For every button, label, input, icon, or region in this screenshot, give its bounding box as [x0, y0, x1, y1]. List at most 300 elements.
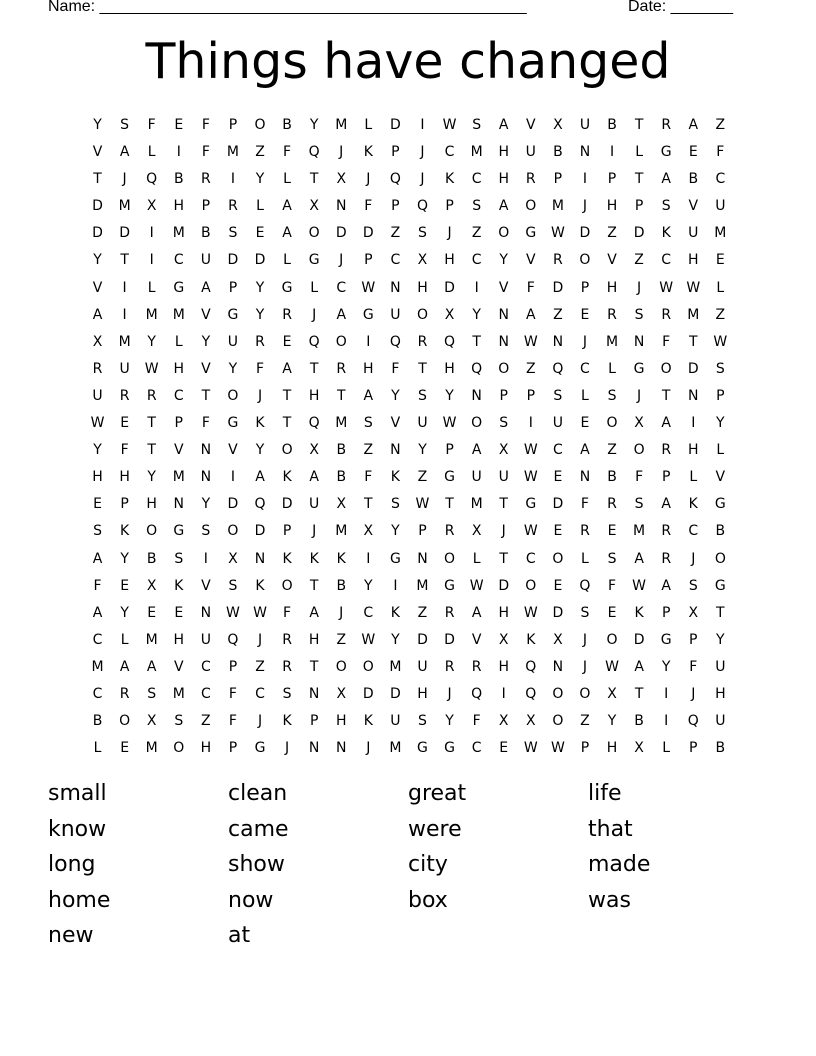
word-list-item: came	[228, 816, 289, 842]
grid-letter: C	[688, 523, 699, 540]
grid-letter: U	[417, 658, 428, 675]
word-list-item: home	[48, 887, 111, 913]
grid-letter: D	[552, 604, 564, 621]
grid-letter: C	[173, 252, 184, 269]
grid-letter: G	[281, 279, 293, 296]
grid-letter: U	[200, 631, 211, 648]
grid-row	[84, 708, 734, 735]
grid-letter: O	[308, 225, 320, 242]
grid-letter: Y	[147, 469, 156, 486]
grid-letter: L	[689, 469, 698, 486]
grid-letter: I	[528, 415, 533, 432]
grid-row	[84, 275, 734, 302]
grid-letter: O	[714, 550, 726, 567]
grid-letter: V	[228, 442, 238, 459]
grid-letter: C	[580, 360, 590, 377]
grid-letter: P	[445, 198, 454, 215]
grid-letter: L	[147, 279, 156, 296]
grid-letter: A	[498, 117, 509, 133]
grid-letter: L	[662, 740, 671, 757]
grid-letter: Y	[120, 604, 129, 621]
grid-letter: D	[552, 279, 564, 296]
word-list-item: was	[588, 887, 631, 913]
word-list-item: made	[588, 852, 651, 877]
word-list-item: now	[228, 887, 274, 913]
grid-letter: A	[309, 469, 319, 486]
grid-letter: N	[308, 740, 320, 757]
grid-letter: J	[366, 740, 371, 757]
grid-letter: Y	[418, 442, 427, 459]
grid-letter: Y	[445, 713, 454, 730]
grid-letter: N	[498, 333, 509, 350]
word-list	[48, 780, 768, 950]
grid-letter: Z	[715, 117, 726, 133]
grid-letter: K	[444, 171, 455, 188]
grid-letter: T	[634, 685, 644, 702]
grid-letter: N	[417, 550, 428, 567]
grid-letter: K	[363, 713, 373, 730]
grid-letter: Y	[147, 333, 156, 350]
grid-letter: K	[309, 550, 319, 567]
grid-letter: G	[714, 577, 726, 594]
grid-letter: H	[146, 496, 157, 513]
grid-letter: X	[336, 685, 347, 702]
grid-letter: P	[228, 658, 238, 675]
grid-letter: W	[90, 415, 105, 432]
grid-letter: L	[608, 360, 616, 377]
grid-letter: S	[418, 225, 427, 242]
grid-letter: J	[582, 198, 588, 215]
word-list-item: city	[408, 852, 448, 877]
grid-letter: A	[255, 469, 265, 486]
grid-letter: W	[442, 117, 457, 133]
grid-letter: T	[309, 171, 319, 188]
grid-letter: M	[91, 658, 104, 675]
grid-letter: W	[469, 577, 484, 594]
grid-letter: L	[283, 171, 291, 188]
grid-letter: J	[582, 658, 588, 675]
grid-letter: Y	[309, 117, 319, 133]
grid-letter: G	[444, 740, 455, 757]
grid-letter: U	[715, 658, 726, 675]
grid-letter: J	[447, 225, 452, 242]
grid-letter: T	[120, 252, 129, 269]
grid-letter: A	[634, 658, 644, 675]
grid-letter: O	[471, 415, 483, 432]
grid-letter: N	[200, 469, 212, 486]
grid-letter: X	[471, 523, 482, 540]
grid-letter: Q	[227, 631, 239, 648]
grid-letter: E	[174, 117, 184, 133]
grid-letter: O	[606, 631, 618, 648]
grid-letter: Y	[607, 713, 617, 730]
grid-letter: P	[120, 496, 129, 513]
grid-letter: C	[390, 252, 401, 269]
grid-letter: F	[93, 577, 102, 594]
grid-letter: H	[498, 604, 509, 621]
grid-letter: H	[173, 631, 185, 648]
grid-letter: K	[255, 415, 265, 432]
grid-letter: P	[174, 415, 183, 432]
grid-letter: L	[256, 198, 264, 215]
grid-row	[84, 681, 734, 708]
grid-letter: Y	[716, 631, 725, 648]
grid-letter: O	[552, 685, 564, 702]
grid-letter: U	[390, 713, 401, 730]
grid-letter: W	[686, 279, 701, 296]
grid-letter: F	[228, 685, 237, 702]
grid-letter: O	[227, 523, 239, 540]
grid-letter: R	[661, 523, 672, 540]
grid-letter: D	[227, 496, 239, 513]
grid-letter: M	[416, 577, 429, 594]
grid-letter: D	[552, 496, 564, 513]
grid-letter: Z	[336, 631, 347, 648]
grid-letter: F	[283, 144, 292, 161]
grid-letter: J	[257, 713, 263, 730]
grid-letter: N	[633, 333, 645, 350]
grid-letter: S	[120, 117, 130, 133]
grid-row	[84, 410, 734, 437]
grid-letter: M	[633, 523, 646, 540]
grid-letter: V	[201, 360, 211, 377]
grid-letter: E	[120, 577, 130, 594]
grid-letter: C	[255, 685, 265, 702]
grid-letter: F	[364, 469, 373, 486]
grid-letter: P	[445, 442, 454, 459]
grid-row	[84, 193, 734, 220]
grid-letter: C	[525, 550, 536, 567]
grid-letter: X	[309, 442, 319, 459]
grid-letter: V	[390, 415, 401, 432]
grid-letter: K	[255, 577, 265, 594]
grid-letter: O	[498, 225, 510, 242]
grid-letter: T	[445, 496, 454, 513]
grid-letter: G	[444, 577, 455, 594]
grid-row	[84, 600, 734, 627]
grid-letter: P	[607, 171, 617, 188]
grid-letter: I	[582, 171, 588, 188]
grid-letter: P	[228, 117, 238, 133]
grid-letter: L	[93, 740, 102, 757]
grid-letter: Q	[416, 198, 428, 215]
grid-letter: M	[145, 740, 158, 757]
word-list-item: box	[408, 887, 448, 913]
grid-letter: P	[689, 631, 698, 648]
grid-letter: M	[226, 144, 239, 161]
grid-letter: U	[119, 360, 130, 377]
grid-letter: Z	[553, 306, 563, 323]
grid-letter: U	[200, 252, 211, 269]
grid-letter: R	[282, 306, 292, 323]
grid-letter: I	[664, 713, 669, 730]
grid-letter: K	[363, 144, 373, 161]
grid-letter: P	[282, 523, 292, 540]
grid-letter: D	[92, 198, 103, 215]
grid-letter: C	[471, 740, 482, 757]
grid-letter: N	[200, 442, 212, 459]
grid-letter: E	[255, 225, 265, 242]
grid-letter: R	[282, 658, 292, 675]
grid-letter: Y	[472, 306, 481, 323]
grid-letter: O	[119, 713, 131, 730]
grid-letter: H	[687, 442, 699, 459]
grid-letter: N	[308, 685, 320, 702]
grid-letter: A	[580, 442, 590, 459]
grid-letter: W	[442, 415, 457, 432]
grid-letter: M	[118, 333, 131, 350]
grid-letter: I	[203, 550, 208, 567]
grid-letter: Q	[444, 333, 456, 350]
grid-letter: E	[688, 144, 698, 161]
grid-letter: D	[390, 685, 401, 702]
grid-letter: T	[418, 360, 427, 377]
grid-letter: B	[336, 442, 347, 459]
grid-letter: M	[687, 306, 700, 323]
grid-letter: Y	[391, 387, 400, 404]
grid-letter: I	[122, 279, 127, 296]
grid-letter: H	[444, 252, 455, 269]
grid-letter: V	[92, 144, 103, 161]
grid-letter: V	[526, 252, 536, 269]
grid-letter: Y	[716, 415, 725, 432]
grid-letter: T	[661, 387, 671, 404]
grid-letter: A	[688, 117, 699, 133]
grid-letter: O	[498, 360, 510, 377]
grid-letter: X	[525, 713, 536, 730]
grid-row	[84, 220, 734, 247]
grid-letter: J	[420, 144, 425, 161]
grid-letter: M	[145, 306, 158, 323]
grid-letter: Z	[201, 713, 211, 730]
grid-letter: H	[119, 469, 130, 486]
grid-letter: K	[282, 550, 292, 567]
grid-letter: K	[661, 225, 671, 242]
grid-letter: D	[633, 631, 645, 648]
grid-letter: X	[498, 631, 509, 648]
word-list-item: that	[588, 816, 633, 842]
grid-letter: T	[147, 442, 156, 459]
grid-letter: G	[173, 279, 185, 296]
grid-letter: M	[470, 496, 483, 513]
grid-letter: V	[498, 279, 509, 296]
grid-letter: U	[227, 333, 239, 350]
grid-row	[84, 247, 734, 274]
grid-letter: O	[254, 117, 266, 133]
grid-letter: Q	[525, 685, 537, 702]
grid-letter: P	[364, 252, 373, 269]
grid-letter: L	[581, 387, 589, 404]
grid-letter: R	[119, 685, 130, 702]
grid-letter: J	[312, 523, 317, 540]
grid-row	[84, 356, 734, 383]
grid-letter: A	[282, 198, 292, 215]
grid-letter: P	[716, 387, 725, 404]
grid-letter: Z	[607, 442, 617, 459]
grid-letter: E	[553, 469, 563, 486]
grid-letter: H	[606, 198, 618, 215]
grid-letter: P	[228, 279, 238, 296]
grid-letter: N	[254, 550, 266, 567]
grid-letter: R	[661, 442, 672, 459]
grid-letter: O	[606, 415, 618, 432]
grid-letter: M	[714, 225, 727, 242]
grid-letter: Z	[255, 658, 265, 675]
grid-letter: U	[688, 225, 699, 242]
grid-letter: N	[498, 306, 509, 323]
grid-letter: R	[255, 333, 265, 350]
grid-letter: D	[227, 252, 239, 269]
grid-letter: P	[661, 469, 671, 486]
grid-letter: O	[660, 360, 672, 377]
grid-letter: F	[526, 279, 535, 296]
grid-letter: A	[634, 550, 644, 567]
grid-letter: C	[471, 252, 482, 269]
grid-letter: A	[92, 604, 103, 621]
grid-letter: D	[254, 252, 266, 269]
grid-letter: M	[172, 225, 185, 242]
grid-letter: O	[335, 333, 347, 350]
grid-letter: J	[257, 387, 263, 404]
grid-letter: F	[120, 442, 129, 459]
grid-letter: X	[228, 550, 238, 567]
grid-letter: R	[580, 523, 590, 540]
grid-letter: G	[254, 740, 266, 757]
grid-letter: S	[661, 198, 671, 215]
grid-letter: C	[173, 387, 184, 404]
grid-row	[84, 546, 734, 573]
word-list-item: were	[408, 816, 462, 842]
grid-letter: F	[228, 713, 237, 730]
grid-letter: L	[472, 550, 481, 567]
grid-letter: Y	[499, 252, 508, 269]
grid-letter: D	[579, 225, 591, 242]
grid-letter: J	[637, 387, 642, 404]
grid-letter: R	[228, 198, 238, 215]
grid-letter: B	[336, 577, 347, 594]
grid-letter: Z	[607, 225, 617, 242]
grid-letter: V	[173, 658, 184, 675]
grid-letter: C	[552, 442, 563, 459]
grid-letter: X	[336, 171, 347, 188]
grid-letter: O	[281, 577, 293, 594]
grid-letter: Y	[228, 360, 238, 377]
grid-letter: I	[474, 279, 479, 296]
grid-letter: Y	[255, 306, 265, 323]
grid-letter: E	[93, 496, 102, 513]
grid-letter: A	[309, 604, 319, 621]
grid-letter: O	[579, 252, 591, 269]
grid-letter: S	[634, 306, 644, 323]
grid-letter: M	[389, 740, 402, 757]
grid-letter: E	[120, 415, 130, 432]
grid-letter: J	[501, 523, 506, 540]
grid-letter: U	[715, 713, 726, 730]
grid-row	[84, 627, 734, 654]
grid-letter: W	[605, 658, 619, 675]
grid-letter: U	[552, 415, 563, 432]
grid-letter: G	[660, 631, 672, 648]
grid-letter: E	[553, 523, 563, 540]
grid-letter: E	[553, 577, 563, 594]
grid-letter: D	[254, 523, 266, 540]
grid-letter: S	[472, 198, 482, 215]
grid-letter: T	[716, 604, 725, 621]
grid-letter: Q	[525, 658, 537, 675]
grid-row	[84, 166, 734, 193]
word-list-item: at	[228, 923, 251, 948]
grid-letter: F	[472, 713, 481, 730]
grid-letter: S	[363, 415, 373, 432]
grid-letter: Q	[389, 333, 401, 350]
grid-letter: A	[92, 306, 103, 323]
grid-letter: Y	[255, 442, 265, 459]
date-field-label: Date: _______	[628, 0, 733, 15]
grid-row	[84, 112, 734, 139]
grid-letter: V	[92, 279, 103, 296]
grid-letter: D	[444, 631, 455, 648]
grid-letter: N	[390, 279, 401, 296]
grid-letter: P	[499, 387, 508, 404]
grid-letter: B	[688, 171, 699, 188]
grid-letter: U	[417, 415, 428, 432]
grid-letter: H	[173, 360, 185, 377]
grid-letter: X	[607, 685, 617, 702]
grid-letter: F	[580, 496, 589, 513]
grid-letter: I	[609, 144, 615, 161]
grid-letter: H	[173, 198, 185, 215]
grid-row	[84, 383, 734, 410]
grid-row	[84, 464, 734, 491]
grid-letter: F	[201, 117, 210, 133]
grid-letter: O	[362, 658, 374, 675]
grid-letter: S	[499, 415, 509, 432]
word-list-item: show	[228, 852, 285, 877]
grid-letter: L	[716, 442, 725, 459]
grid-letter: F	[635, 469, 644, 486]
grid-letter: T	[499, 550, 508, 567]
grid-letter: C	[444, 144, 455, 161]
grid-letter: M	[145, 631, 158, 648]
grid-letter: X	[634, 415, 644, 432]
grid-letter: Z	[471, 225, 482, 242]
grid-letter: Q	[308, 415, 320, 432]
grid-letter: N	[471, 387, 482, 404]
grid-letter: S	[553, 387, 563, 404]
grid-letter: N	[688, 387, 699, 404]
grid-letter: X	[688, 604, 699, 621]
grid-row	[84, 329, 734, 356]
grid-letter: Q	[687, 713, 699, 730]
grid-letter: O	[227, 387, 239, 404]
grid-letter: F	[689, 658, 698, 675]
grid-letter: R	[444, 604, 455, 621]
grid-letter: C	[200, 685, 211, 702]
grid-row	[84, 735, 734, 762]
grid-letter: S	[390, 496, 400, 513]
grid-letter: F	[391, 360, 400, 377]
grid-row	[84, 573, 734, 600]
grid-letter: I	[149, 225, 154, 242]
grid-letter: T	[634, 117, 644, 133]
grid-letter: C	[363, 604, 374, 621]
grid-letter: Q	[146, 171, 158, 188]
grid-letter: G	[362, 306, 374, 323]
grid-letter: S	[418, 387, 427, 404]
grid-letter: X	[92, 333, 103, 350]
grid-letter: W	[226, 604, 240, 621]
grid-letter: H	[687, 252, 699, 269]
